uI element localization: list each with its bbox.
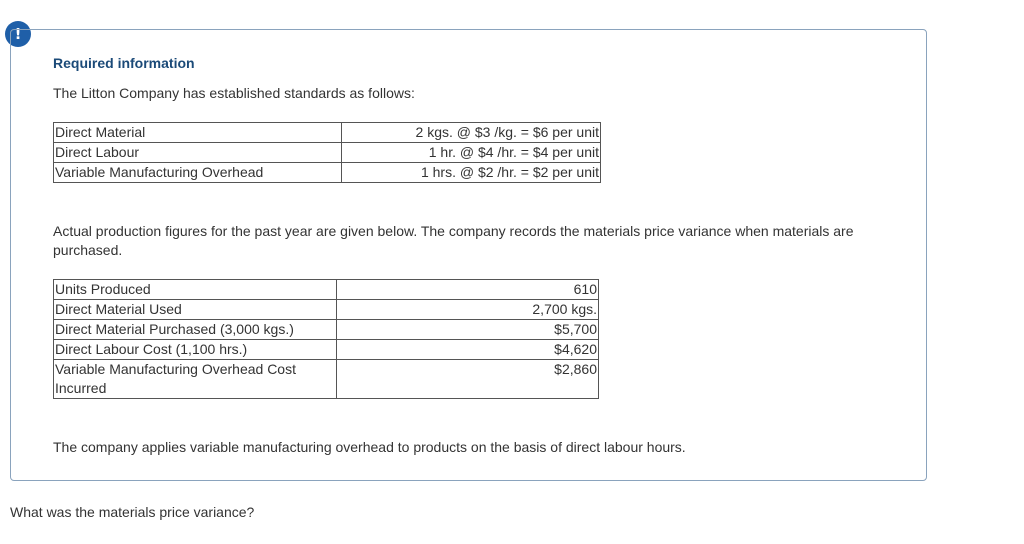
standard-label: Direct Material — [54, 123, 342, 143]
alert-icon: ! — [5, 21, 31, 47]
table-row — [54, 340, 599, 360]
actual-value: $4,620 — [337, 340, 599, 360]
overhead-note: The company applies variable manufacturing overhead to products on the basis of direct labour hours. — [53, 439, 686, 455]
actual-production-text: Actual production figures for the past year are given below. The company records the materials price variance when materials are purchased. — [53, 223, 854, 258]
actual-value: 2,700 kgs. — [337, 300, 599, 320]
table-row — [54, 280, 599, 300]
intro-text: The Litton Company has established standards as follows: — [53, 85, 415, 101]
actual-production-table — [53, 279, 599, 399]
standard-value: 1 hrs. @ $2 /hr. = $2 per unit — [342, 163, 601, 183]
table-row — [54, 123, 601, 143]
actual-value: $5,700 — [337, 320, 599, 340]
question-text: What was the materials price variance? — [10, 504, 255, 520]
actual-value: $2,860 — [337, 360, 599, 399]
actual-label: Direct Material Purchased (3,000 kgs.) — [54, 320, 337, 340]
table-row — [54, 320, 599, 340]
standard-value: 1 hr. @ $4 /hr. = $4 per unit — [342, 143, 601, 163]
actual-label: Direct Material Used — [54, 300, 337, 320]
table-row — [54, 163, 601, 183]
table-row — [54, 360, 599, 399]
actual-label: Units Produced — [54, 280, 337, 300]
actual-value: 610 — [337, 280, 599, 300]
panel-heading: Required information — [53, 55, 195, 71]
standards-table — [53, 122, 601, 183]
standard-label: Variable Manufacturing Overhead — [54, 163, 342, 183]
actual-label: Direct Labour Cost (1,100 hrs.) — [54, 340, 337, 360]
actual-label: Variable Manufacturing Overhead Cost Incurred — [54, 360, 337, 399]
required-information-panel — [10, 29, 927, 481]
table-row — [54, 300, 599, 320]
standard-label: Direct Labour — [54, 143, 342, 163]
standard-value: 2 kgs. @ $3 /kg. = $6 per unit — [342, 123, 601, 143]
table-row — [54, 143, 601, 163]
